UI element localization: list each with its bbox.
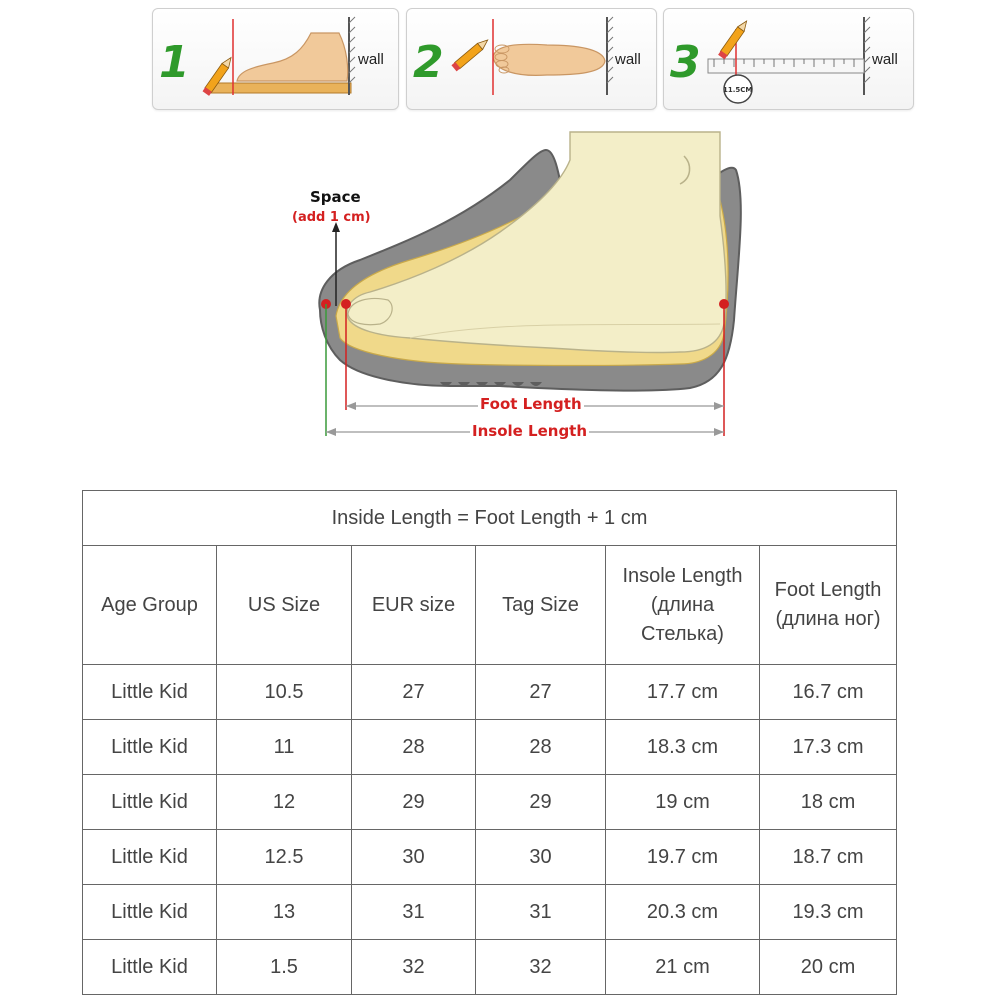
eur-size-cell: 31 [352,885,476,940]
eur-size-cell: 29 [352,775,476,830]
step-3-ruler-label: 11.5CM [723,86,753,94]
insole-length-cell: 17.7 cm [606,665,760,720]
insole-length-cell: 20.3 cm [606,885,760,940]
us-size-cell: 11 [217,720,352,775]
age-group-cell: Little Kid [83,665,217,720]
foot-length-cell: 20 cm [760,940,897,995]
age-group-cell: Little Kid [83,885,217,940]
header-insole-line3: Стелька) [641,622,724,645]
age-group-cell: Little Kid [83,775,217,830]
table-row [83,885,897,940]
eur-size-cell: 30 [352,830,476,885]
foot-length-label: Foot Length [480,395,582,413]
table-body [83,665,897,995]
table-row [83,775,897,830]
formula-row [83,491,897,546]
shoe-diagram [292,120,760,450]
space-label: Space [310,188,361,206]
header-insole-line1: Insole Length [622,564,743,587]
step-1-wall-label: wall [358,51,384,68]
table-row [83,665,897,720]
foot-length-cell: 19.3 cm [760,885,897,940]
insole-length-cell: 19 cm [606,775,760,830]
tag-size-cell: 31 [476,885,606,940]
insole-length-cell: 18.3 cm [606,720,760,775]
step-3-number: 3 [670,37,701,88]
us-size-cell: 13 [217,885,352,940]
step-1-number: 1 [159,37,190,88]
table-row [83,720,897,775]
table-row [83,940,897,995]
tag-size-cell: 29 [476,775,606,830]
header-foot-line1: Foot Length [774,579,882,601]
age-group-cell: Little Kid [83,720,217,775]
us-size-cell: 1.5 [217,940,352,995]
insole-length-cell: 21 cm [606,940,760,995]
eur-size-cell: 28 [352,720,476,775]
header-us-size: US Size [217,546,352,665]
foot-length-cell: 18.7 cm [760,830,897,885]
tag-size-cell: 27 [476,665,606,720]
foot-length-cell: 16.7 cm [760,665,897,720]
foot-length-cell: 17.3 cm [760,720,897,775]
us-size-cell: 12 [217,775,352,830]
tag-size-cell: 30 [476,830,606,885]
size-chart-table [82,490,897,995]
age-group-cell: Little Kid [83,940,217,995]
header-age-group: Age Group [83,546,217,665]
age-group-cell: Little Kid [83,830,217,885]
insole-length-cell: 19.7 cm [606,830,760,885]
step-3-panel [663,8,914,110]
header-insole-length [606,546,760,665]
step-2-panel [406,8,657,110]
step-2-number: 2 [413,37,444,88]
header-insole-line2: (длина [650,593,715,616]
table-header-row [83,546,897,665]
step-1-panel [152,8,399,110]
eur-size-cell: 32 [352,940,476,995]
us-size-cell: 10.5 [217,665,352,720]
header-foot-length [760,546,897,665]
insole-length-label: Insole Length [472,422,588,440]
space-note: (add 1 cm) [292,210,371,225]
eur-size-cell: 27 [352,665,476,720]
header-foot-line2: (длина ног) [775,608,881,630]
table-row [83,830,897,885]
tag-size-cell: 32 [476,940,606,995]
formula-cell: Inside Length = Foot Length + 1 cm [83,491,897,546]
foot-length-cell: 18 cm [760,775,897,830]
step-3-wall-label: wall [872,51,898,68]
step-2-wall-label: wall [615,51,641,68]
header-tag-size: Tag Size [476,546,606,665]
header-eur-size: EUR size [352,546,476,665]
tag-size-cell: 28 [476,720,606,775]
us-size-cell: 12.5 [217,830,352,885]
